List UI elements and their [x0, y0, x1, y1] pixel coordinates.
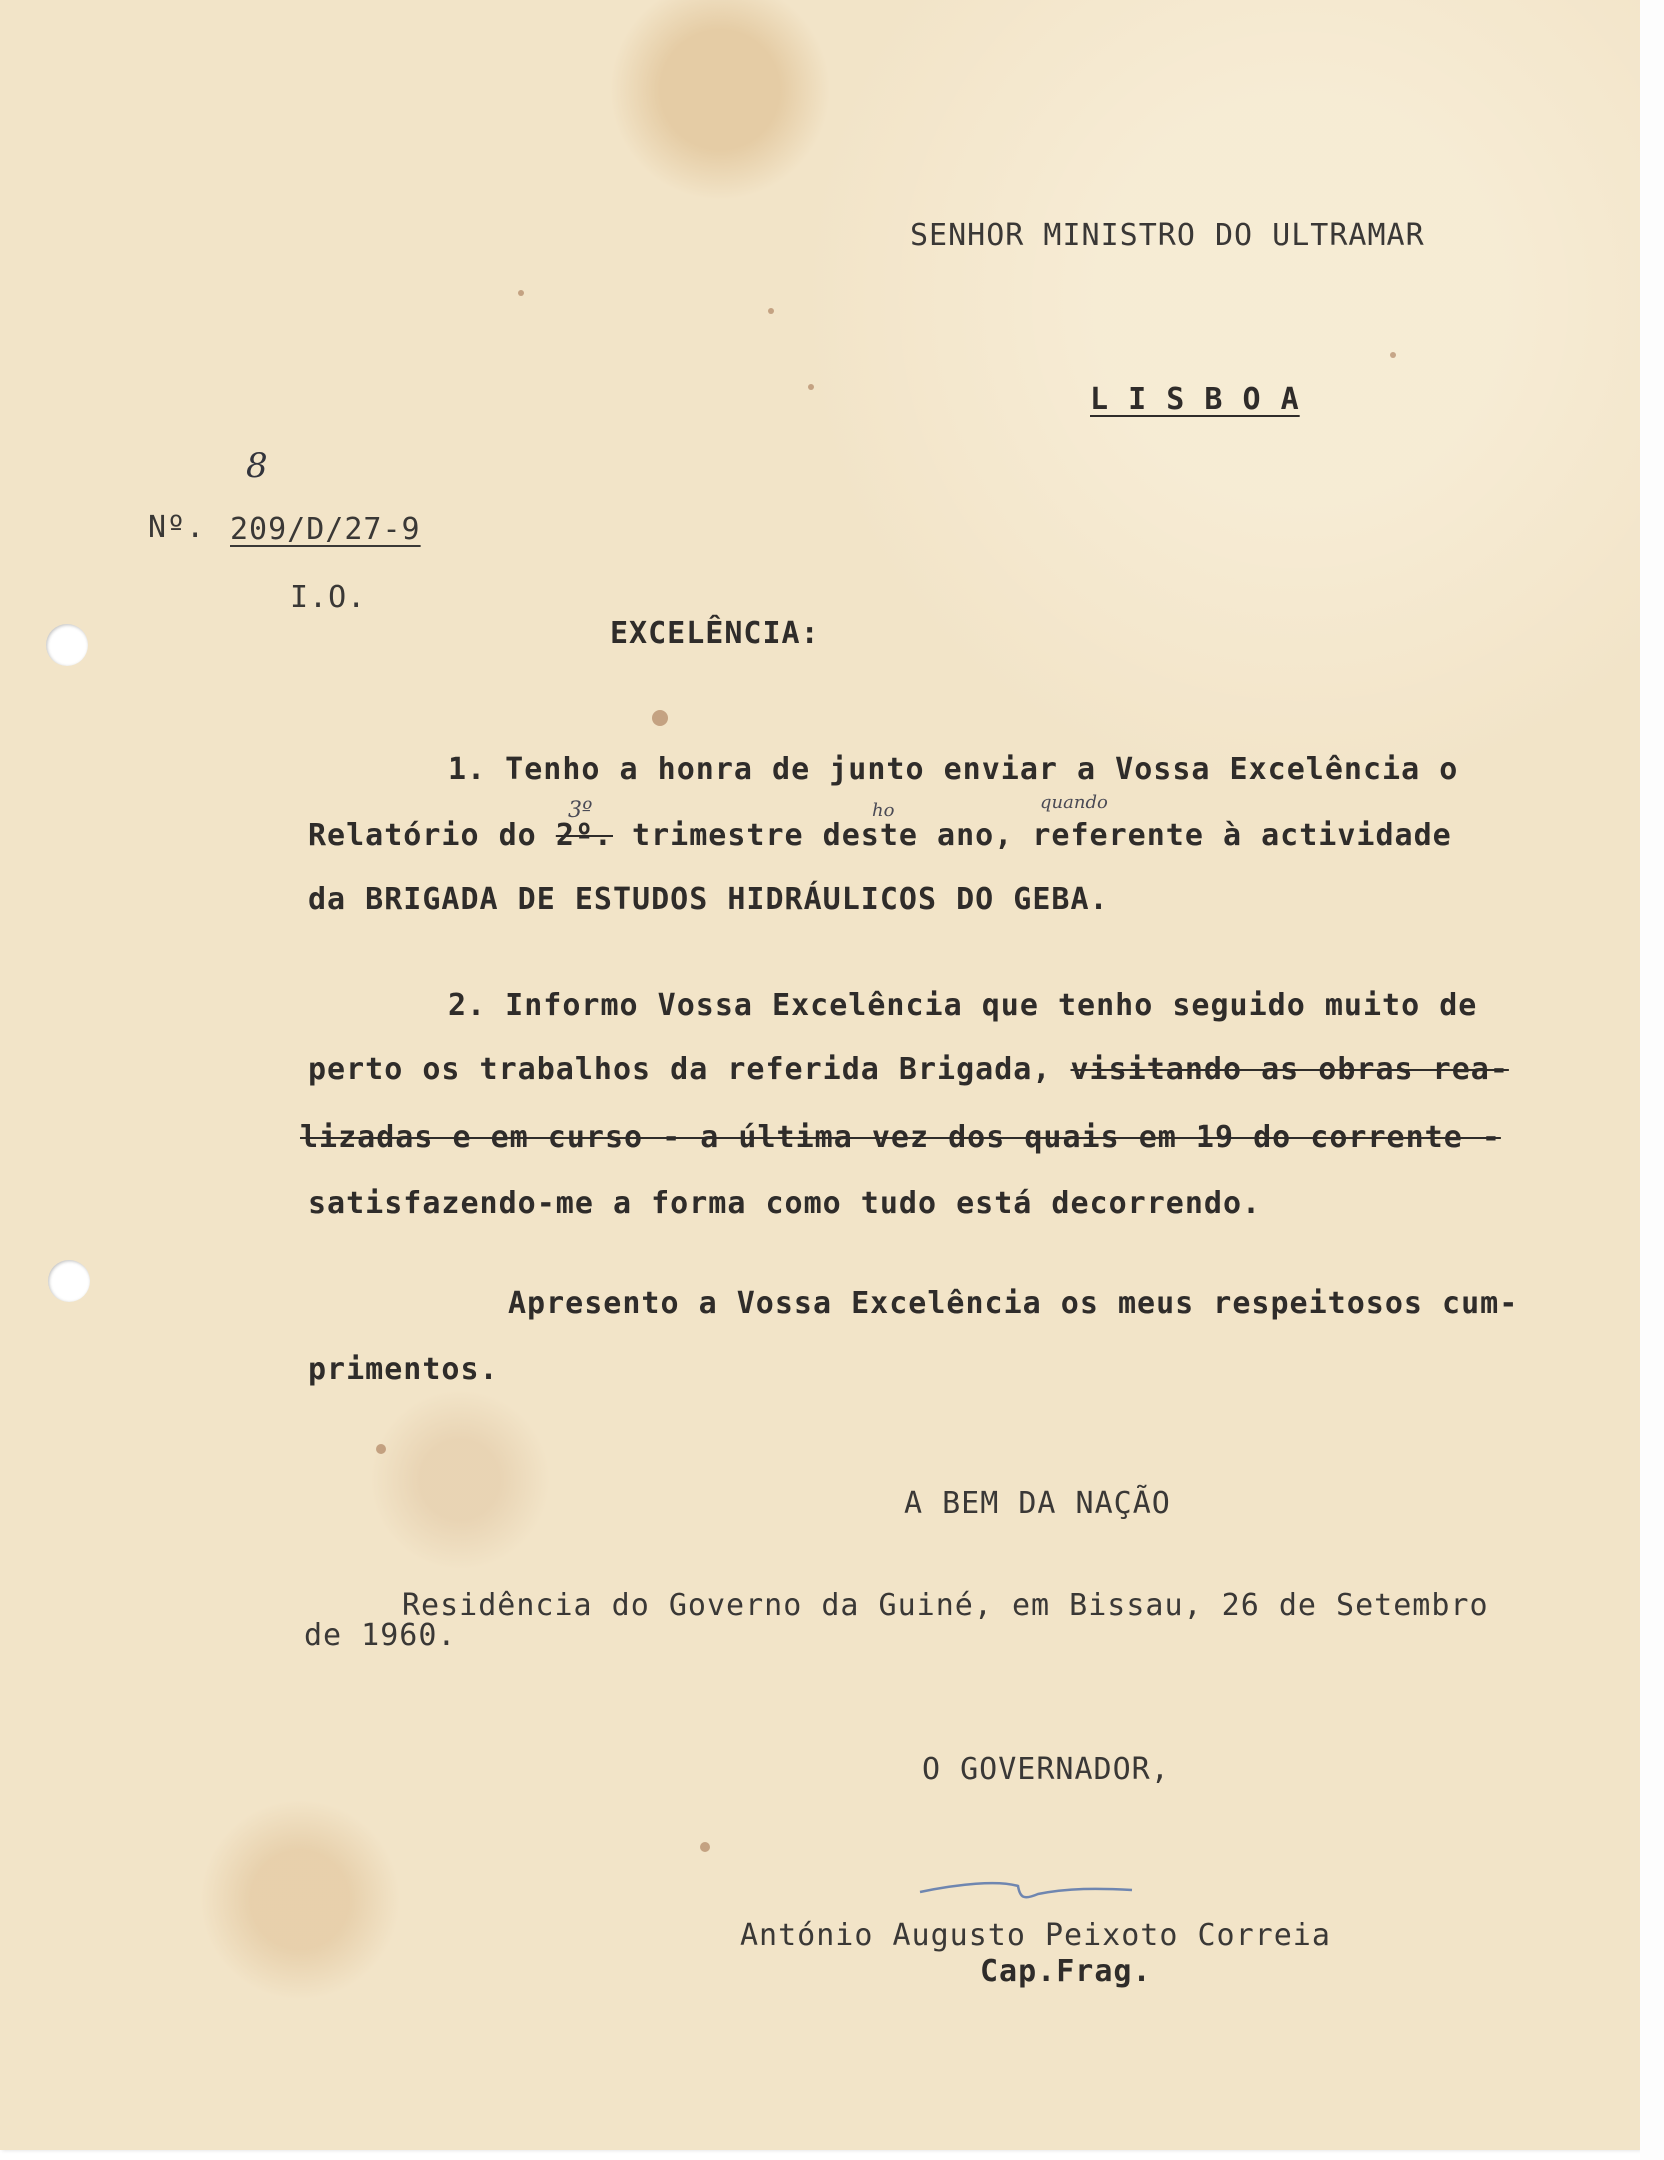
paragraph-1-line-3: da BRIGADA DE ESTUDOS HIDRÁULICOS DO GEBA.	[308, 882, 1109, 917]
signatory-rank: Cap.Frag.	[980, 1954, 1152, 1989]
closing-line-2: primentos.	[308, 1352, 499, 1387]
age-spot	[768, 308, 774, 314]
age-spot	[808, 384, 814, 390]
motto: A BEM DA NAÇÃO	[904, 1486, 1171, 1521]
paragraph-2-line-4: satisfazendo-me a forma como tudo está decorrendo.	[308, 1186, 1262, 1221]
handwritten-mark: 8	[246, 446, 268, 486]
handwritten-ordinal: 3º	[568, 798, 593, 823]
age-spot	[376, 1444, 386, 1454]
closing-line-1: Apresento a Vossa Excelência os meus respeitosos cum-	[508, 1286, 1519, 1321]
salutation: EXCELÊNCIA:	[610, 616, 820, 651]
punch-hole-bottom	[48, 1260, 90, 1302]
punch-hole-top	[46, 624, 88, 666]
addressee: SENHOR MINISTRO DO ULTRAMAR	[910, 218, 1425, 253]
destination-city: L I S B O A	[1090, 382, 1300, 417]
paragraph-1-line-2	[308, 818, 1452, 854]
paragraph-2-line-1: 2. Informo Vossa Excelência que tenho seguido muito de	[448, 988, 1478, 1023]
age-spot	[1390, 352, 1396, 358]
reference-number: 209/D/27-9	[230, 512, 421, 547]
handwritten-insert-2: quando	[1040, 792, 1108, 813]
age-spot	[700, 1842, 710, 1852]
page-edge	[1640, 0, 1664, 2160]
age-spot	[518, 290, 524, 296]
signature-scribble	[918, 1870, 1138, 1910]
corrected-ordinal: 2º.	[555, 818, 613, 853]
line-2-text: perto os trabalhos da referida Brigada,	[308, 1052, 1071, 1087]
signatory-role: O GOVERNADOR,	[922, 1752, 1170, 1787]
line-2-start: Relatório do	[308, 818, 556, 853]
signatory-name: António Augusto Peixoto Correia	[740, 1918, 1331, 1953]
handwritten-insert-1: ho	[872, 800, 895, 821]
paragraph-2-line-3-struck: lizadas e em curso - a última vez dos quais em 19 do corrente -	[300, 1120, 1501, 1155]
paragraph-1-line-1: 1. Tenho a honra de junto enviar a Vossa Excelência o	[448, 752, 1459, 787]
io-code: I.O.	[290, 580, 367, 615]
reference-number-label: Nº.	[148, 510, 206, 545]
paragraph-2-line-2	[308, 1052, 1509, 1088]
age-spot	[652, 710, 668, 726]
place-date-line-1: Residência do Governo da Guiné, em Bissau, 26 de Setembro	[402, 1588, 1489, 1623]
struck-text: visitando as obras rea-	[1070, 1052, 1509, 1087]
place-date-line-2: de 1960.	[304, 1618, 457, 1653]
line-2-end: trimestre deste ano, referente à actividade	[613, 818, 1452, 853]
